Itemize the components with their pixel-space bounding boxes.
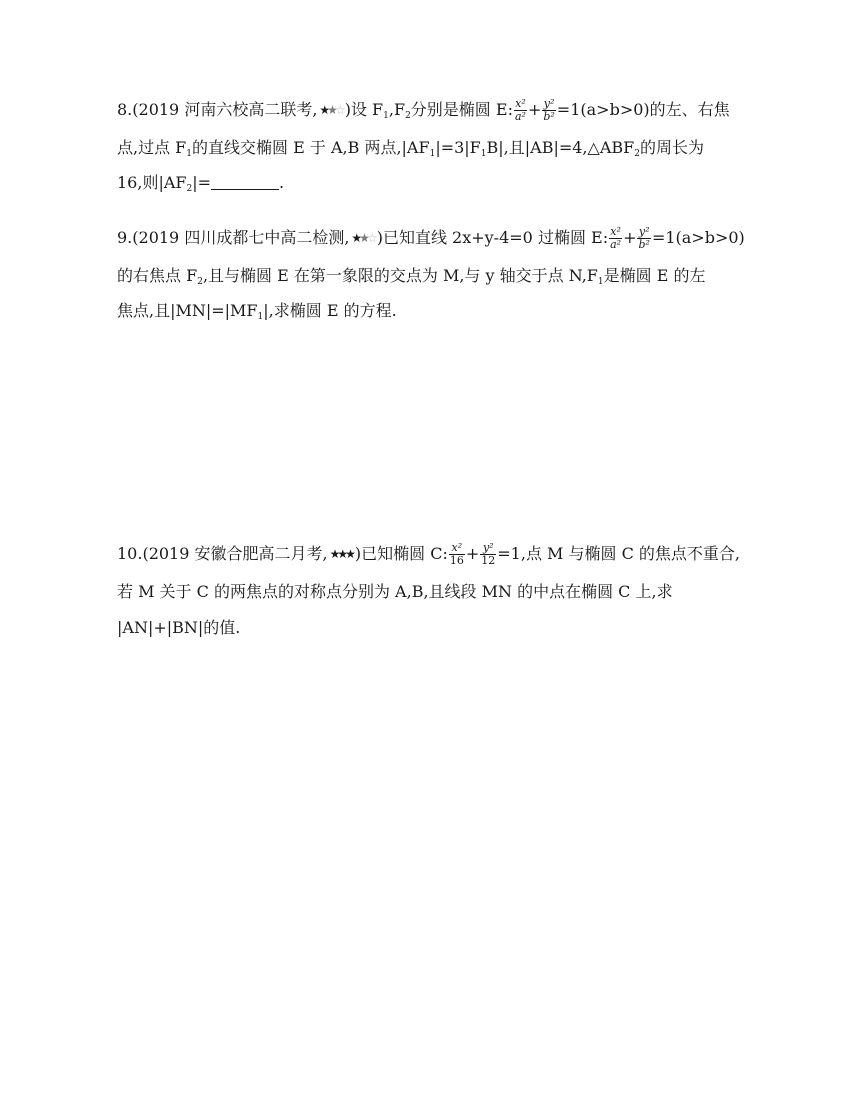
subscript: 1 (186, 149, 193, 159)
subscript: 2 (634, 149, 640, 159)
subscript: 2 (197, 277, 203, 287)
problem-8-text: =1(a>b>0)的左、右焦 (556, 100, 730, 119)
problem-8-source: 8.(2019 河南六校高二联考, (117, 100, 318, 119)
problem-10-text: |AN|+|BN|的值. (117, 618, 241, 637)
problem-9-text: 是椭圆 E 的左 (603, 266, 706, 285)
fraction-x2-16: $\frac{\text{x²}}{16}$ (449, 541, 464, 567)
fraction-y2-b2: $\frac{\text{y²}}{\text{b²}}$ (543, 97, 555, 123)
fraction-x2-a2: $\frac{\text{x²}}{\text{a²}}$ (514, 97, 526, 123)
problem-10-text: )已知椭圆 C: (354, 544, 448, 563)
problem-8-line-1 (117, 98, 730, 123)
problem-8-text: 的周长为 (639, 138, 704, 157)
difficulty-stars-icon: ★★☆ (351, 231, 375, 245)
problem-8-text: 分别是椭圆 E: (410, 100, 513, 119)
fraction-y2-12: $\frac{\text{y²}}{12}$ (481, 541, 496, 567)
problem-8-text: |= (192, 173, 212, 192)
problem-10-text: =1,点 M 与椭圆 C 的焦点不重合, (497, 544, 740, 563)
difficulty-stars-icon: ★★★ (329, 547, 353, 561)
problem-8-line-3 (117, 173, 284, 193)
problem-10-line-3 (117, 618, 240, 638)
subscript: 1 (429, 149, 436, 159)
plus-sign: + (465, 544, 480, 563)
problem-9-line-1 (117, 226, 745, 251)
problem-8-text: B|,且|AB|=4,△ABF (486, 138, 635, 157)
problem-10-line-2 (117, 582, 673, 602)
problem-9-text: |,求椭圆 E 的方程. (263, 301, 397, 320)
subscript: 1 (597, 277, 604, 287)
answer-blank[interactable] (211, 175, 279, 190)
problem-9 (117, 226, 747, 326)
problem-9-text: )已知直线 2x+y-4=0 过椭圆 E: (376, 228, 609, 247)
difficulty-stars-icon: ★★☆ (319, 103, 343, 117)
problem-8-text: 16,则|AF (117, 173, 187, 192)
problem-9-text: 焦点,且|MN|=|MF (117, 301, 258, 320)
problem-8-text: ,F (388, 100, 406, 119)
problem-8 (117, 98, 747, 198)
problem-8-text: . (279, 173, 285, 192)
fraction-y2-b2: $\frac{\text{y²}}{\text{b²}}$ (638, 225, 650, 251)
problem-8-text: 点,过点 F (117, 138, 187, 157)
plus-sign: + (527, 100, 542, 119)
subscript: 1 (257, 312, 264, 322)
plus-sign: + (623, 228, 637, 247)
problem-8-line-2 (117, 138, 704, 158)
problem-9-text: =1(a>b>0) (651, 228, 745, 247)
fraction-x2-a2: $\frac{\text{x²}}{\text{a²}}$ (610, 225, 622, 251)
problem-9-text: ,且与椭圆 E 在第一象限的交点为 M,与 y 轴交于点 N,F (202, 266, 598, 285)
subscript: 1 (383, 111, 389, 121)
problem-9-line-3 (117, 301, 397, 321)
problem-9-source: 9.(2019 四川成都七中高二检测, (117, 228, 350, 247)
problem-9-line-2 (117, 266, 706, 286)
problem-8-text: |=3|F (435, 138, 481, 157)
subscript: 2 (186, 184, 193, 194)
problem-8-text: )设 F (344, 100, 384, 119)
problem-8-text: 的直线交椭圆 E 于 A,B 两点,|AF (192, 138, 430, 157)
problem-10-line-1 (117, 542, 740, 567)
subscript: 2 (405, 111, 411, 121)
subscript: 1 (480, 149, 487, 159)
problem-10-text: 若 M 关于 C 的两焦点的对称点分别为 A,B,且线段 MN 的中点在椭圆 C 上,求 (117, 582, 673, 601)
problem-10-source: 10.(2019 安徽合肥高二月考, (117, 544, 328, 563)
problem-10 (117, 542, 747, 642)
problem-9-text: 的右焦点 F (117, 266, 198, 285)
